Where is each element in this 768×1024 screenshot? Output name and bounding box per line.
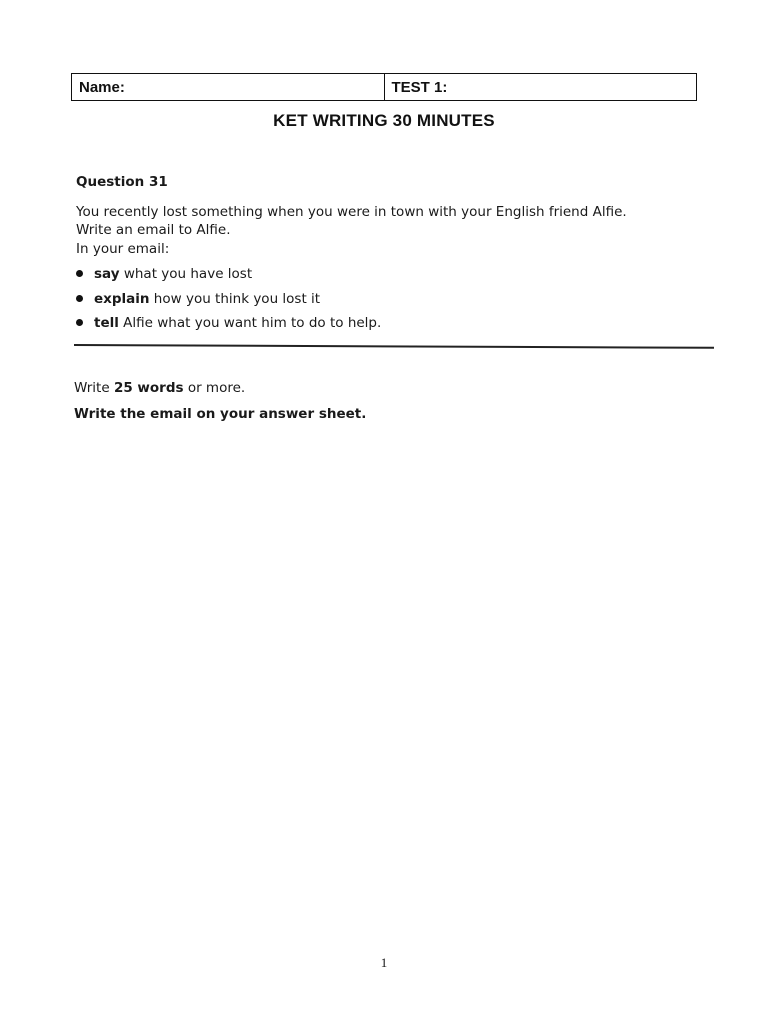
divider-rule [74, 344, 714, 349]
word-count-suffix: or more. [183, 380, 246, 396]
bullet-keyword: say [94, 266, 120, 282]
bullet-dot-icon [76, 270, 83, 277]
name-cell: Name: [79, 78, 125, 96]
bullet-keyword: tell [94, 315, 119, 331]
page-title: KET WRITING 30 MINUTES [273, 111, 495, 130]
question-intro-line-3: In your email: [76, 241, 170, 257]
page-number: 1 [380, 955, 388, 970]
bullet-item [76, 313, 381, 338]
scanned-question [66, 160, 718, 440]
bullet-dot-icon [76, 295, 83, 302]
answer-sheet-instruction: Write the email on your answer sheet. [74, 406, 367, 422]
header-table [71, 73, 697, 101]
bullet-text: what you have lost [119, 266, 253, 282]
question-heading: Question 31 [76, 174, 168, 190]
bullet-text: how you think you lost it [149, 290, 321, 307]
bullet-text: Alfie what you want him to do to help. [118, 315, 382, 331]
question-intro-line-1: You recently lost something when you were in town with your English friend Alfie. [76, 204, 627, 220]
test-cell: TEST 1: [384, 74, 697, 100]
word-count-instruction [74, 380, 245, 396]
bullet-keyword: explain [94, 290, 150, 307]
question-bullet-list [76, 264, 381, 338]
question-intro-line-2: Write an email to Alfie. [76, 222, 231, 238]
bullet-item [76, 289, 381, 314]
word-count-prefix: Write [74, 380, 114, 396]
bullet-item [76, 264, 381, 289]
bullet-dot-icon [76, 319, 83, 326]
word-count-bold: 25 words [113, 380, 184, 396]
